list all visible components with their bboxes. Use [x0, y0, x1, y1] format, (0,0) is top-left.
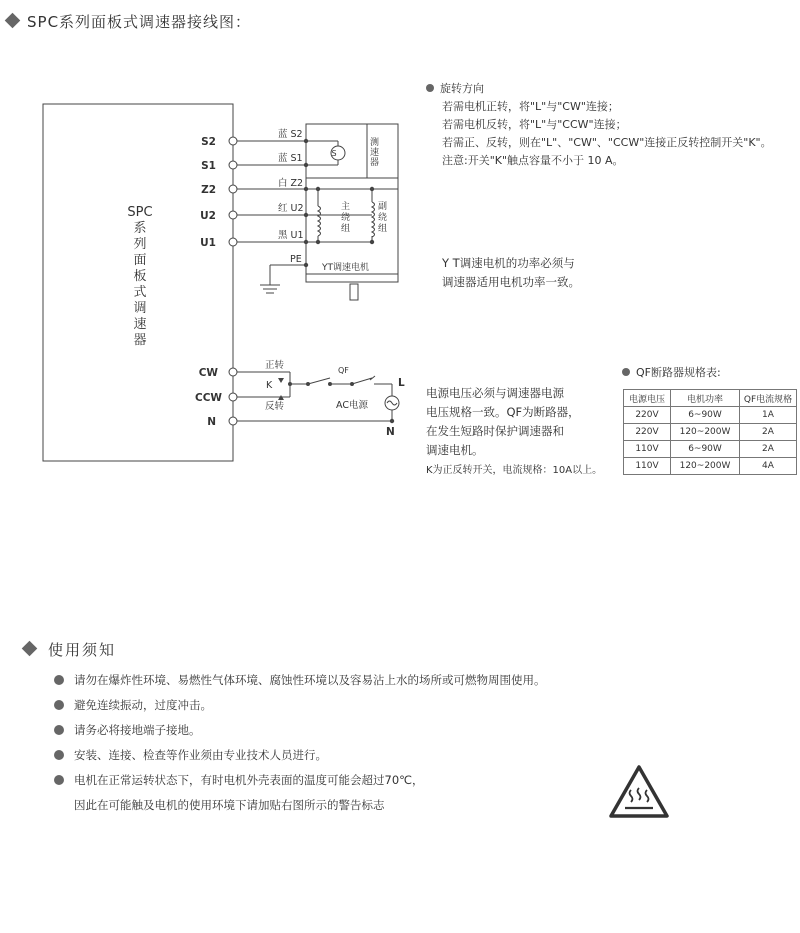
- terminal-cw: [229, 368, 237, 376]
- motor-label: YT调速电机: [322, 263, 369, 273]
- table-cell: 220V: [624, 424, 671, 441]
- wire-z2-label: 白 Z2: [278, 178, 304, 189]
- bullet-icon: [54, 725, 64, 735]
- table-cell: 4A: [740, 458, 797, 475]
- k-label: K: [266, 380, 273, 391]
- usage-item-1: 请勿在爆炸性环境、易燃性气体环境、腐蚀性环境以及容易沾上水的场所或可燃物周围使用。: [74, 673, 546, 687]
- wire-s1-label: 蓝 S1: [278, 153, 303, 164]
- ac-label: AC电源: [336, 400, 368, 411]
- table-cell: 2A: [740, 441, 797, 458]
- bullet-icon: [54, 700, 64, 710]
- bullet-icon: [54, 750, 64, 760]
- usage-item-2: 避免连续振动，过度冲击。: [74, 698, 212, 712]
- label-z2: Z2: [201, 184, 216, 196]
- rotation-line-4: 注意:开关"K"触点容量不小于 10 A。: [442, 154, 624, 167]
- label-u1: U1: [200, 237, 216, 249]
- table-cell: 6~90W: [671, 441, 740, 458]
- supply-note-line-3: 在发生短路时保护调速器和: [426, 424, 564, 438]
- supply-note-line-2: 电压规格一致。QF为断路器，: [426, 405, 580, 419]
- table-cell: 1A: [740, 407, 797, 424]
- terminal-u2: [229, 211, 237, 219]
- bullet-icon: [622, 368, 630, 376]
- table-row: [624, 424, 797, 441]
- rotation-line-2: 若需电机反转，将"L"与"CCW"连接；: [442, 118, 627, 131]
- qf-table-title-row: [622, 364, 721, 382]
- table-cell: 110V: [624, 441, 671, 458]
- controller-label: SPC 系 列 面 板 式 调 速 器: [127, 205, 153, 348]
- label-u2: U2: [200, 210, 216, 222]
- supply-note-line-1: 电源电压必须与调速器电源: [426, 386, 564, 400]
- table-cell: 110V: [624, 458, 671, 475]
- label-n: N: [207, 416, 216, 428]
- table-header-row: [624, 390, 797, 407]
- table-header: 电源电压: [624, 390, 671, 407]
- label-cw: CW: [198, 367, 218, 379]
- hot-surface-warning-icon: [608, 764, 670, 820]
- supply-note-line-4: 调速电机。: [426, 443, 484, 457]
- usage-item-4: 安装、连接、检查等作业须由专业技术人员进行。: [74, 748, 327, 762]
- table-cell: 120~200W: [671, 458, 740, 475]
- terminal-ccw: [229, 393, 237, 401]
- section-title-usage: 使用须知: [48, 641, 117, 659]
- l-label: L: [398, 377, 405, 389]
- k-note: K为正反转开关，电流规格：10A以上。: [426, 465, 603, 476]
- rotation-line-1: 若需电机正转，将"L"与"CW"连接；: [442, 100, 619, 113]
- wire-u1-label: 黑 U1: [278, 230, 304, 241]
- yt-note-line-2: 调速器适用电机功率一致。: [442, 275, 580, 289]
- yt-note-line-1: Y T调速电机的功率必须与: [442, 256, 575, 270]
- table-row: [624, 407, 797, 424]
- rotation-title: 旋转方向: [440, 82, 484, 95]
- terminal-u1: [229, 238, 237, 246]
- qf-table-title: QF断路器规格表:: [636, 366, 721, 379]
- table-row: [624, 458, 797, 475]
- table-row: [624, 441, 797, 458]
- terminal-s2: [229, 137, 237, 145]
- qf-table: [623, 389, 797, 475]
- junction-dots: [288, 139, 394, 423]
- main-winding-label: 主 绕 组: [341, 202, 351, 234]
- wire-u2-label: 红 U2: [278, 203, 304, 214]
- bullet-icon: [54, 775, 64, 785]
- table-cell: 6~90W: [671, 407, 740, 424]
- yt-note: [442, 254, 580, 292]
- aux-winding-label: 副 绕 组: [378, 202, 388, 234]
- usage-item-5-continuation: 因此在可能触及电机的使用环境下请加贴右图所示的警告标志: [74, 798, 385, 812]
- bullet-icon: [426, 84, 434, 92]
- forward-label: 正转: [265, 360, 285, 371]
- table-header: 电机功率: [671, 390, 740, 407]
- n-supply-label: N: [386, 426, 395, 438]
- usage-item-3: 请务必将接地端子接地。: [74, 723, 201, 737]
- label-ccw: CCW: [195, 392, 222, 404]
- rotation-section: [426, 80, 772, 170]
- rotation-line-3: 若需正、反转，则在"L"、"CW"、"CCW"连接正反转控制开关"K"。: [442, 136, 772, 149]
- terminal-n: [229, 417, 237, 425]
- bullet-icon: [54, 675, 64, 685]
- section-title-wiring: SPC系列面板式调速器接线图：: [27, 13, 252, 31]
- table-cell: 120~200W: [671, 424, 740, 441]
- terminal-s1: [229, 161, 237, 169]
- label-s2: S2: [201, 136, 216, 148]
- reverse-label: 反转: [265, 401, 285, 412]
- supply-note: [426, 384, 580, 460]
- table-cell: 2A: [740, 424, 797, 441]
- pe-label: PE: [290, 254, 302, 265]
- wire-s2-label: 蓝 S2: [278, 129, 303, 140]
- terminal-z2: [229, 185, 237, 193]
- tacho-symbol: S: [331, 149, 337, 158]
- table-header: QF电流规格: [740, 390, 797, 407]
- tacho-label: 测 速 器: [370, 138, 380, 168]
- qf-label: QF: [338, 366, 349, 375]
- forward-arrow-icon: [278, 378, 284, 383]
- usage-item-5: 电机在正常运转状态下，有时电机外壳表面的温度可能会超过70℃，: [74, 773, 424, 787]
- label-s1: S1: [201, 160, 216, 172]
- table-cell: 220V: [624, 407, 671, 424]
